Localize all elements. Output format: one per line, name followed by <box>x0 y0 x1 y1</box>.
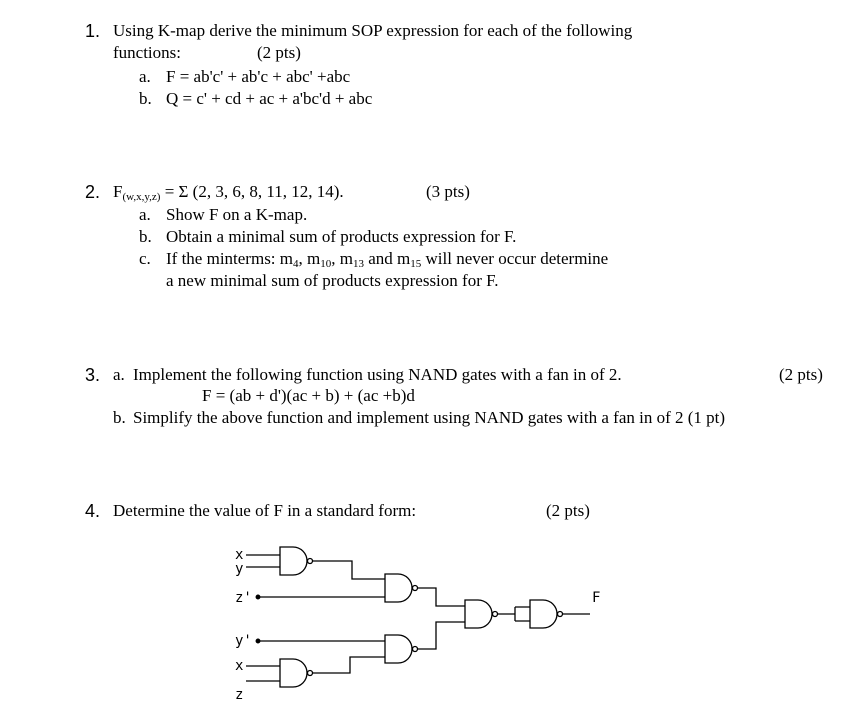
q2c-label: c. <box>139 249 151 268</box>
q2a-text: Show F on a K-map. <box>166 205 308 224</box>
q1-number: 1. <box>85 21 101 41</box>
wire-g3-g5 <box>418 588 466 606</box>
q2-function <box>113 183 344 203</box>
gate-4-bubble-icon <box>413 647 418 652</box>
q3a-points: (2 pts) <box>779 365 823 384</box>
q2b-label: b. <box>139 227 152 246</box>
input-label-x-bottom: x <box>235 658 244 674</box>
q3b-label: b. <box>113 408 126 427</box>
q2c-sub-1: 4 <box>293 258 299 270</box>
gate-6-icon <box>530 600 557 628</box>
q1a-text: F = ab'c' + ab'c + abc' +abc <box>166 67 351 86</box>
gate-3-icon <box>385 574 412 602</box>
gate-2-icon <box>280 659 307 687</box>
logic-circuit-diagram <box>180 540 620 710</box>
output-label-f: F <box>592 590 601 606</box>
gate-5-bubble-icon <box>493 612 498 617</box>
q1b-text: Q = c' + cd + ac + a'bc'd + abc <box>166 89 373 108</box>
q3a-label: a. <box>113 365 125 384</box>
gate-4-icon <box>385 635 412 663</box>
input-label-x-top: x <box>235 547 244 563</box>
q2c-text-cont: a new minimal sum of products expression for F. <box>166 271 499 290</box>
input-label-yprime: y' <box>235 633 252 649</box>
q4-number: 4. <box>85 501 101 521</box>
input-label-y-top: y <box>235 561 244 577</box>
zprime-dot-icon <box>256 595 260 599</box>
wire-g1-g3 <box>313 561 386 579</box>
q2c-text <box>166 250 608 270</box>
q1b-label: b. <box>139 89 152 108</box>
input-label-zprime: z' <box>235 590 252 606</box>
gate-1-bubble-icon <box>308 559 313 564</box>
wire-g2-g4 <box>313 657 386 673</box>
q3b-text: Simplify the above function and implement using NAND gates with a fan in of 2 (1 pt) <box>133 408 726 427</box>
wire-g6-inputs <box>515 607 530 621</box>
q2a-label: a. <box>139 205 151 224</box>
q2-f-sub: (w,x,y,z) <box>122 191 161 203</box>
gate-6-bubble-icon <box>558 612 563 617</box>
q2-points: (3 pts) <box>426 182 470 201</box>
q1-points: (2 pts) <box>257 43 301 62</box>
q1a-label: a. <box>139 67 151 86</box>
q2b-text: Obtain a minimal sum of products expression for F. <box>166 227 517 246</box>
q2-expr: = Σ (2, 3, 6, 8, 11, 12, 14). <box>164 182 344 201</box>
gate-2-bubble-icon <box>308 671 313 676</box>
q3a-text: Implement the following function using NAND gates with a fan in of 2. <box>133 365 622 384</box>
q2c-text-c: , m <box>331 249 353 268</box>
gate-5-icon <box>465 600 492 628</box>
q4-text: Determine the value of F in a standard form: <box>113 501 417 520</box>
q3-number: 3. <box>85 365 101 385</box>
q2c-text-a: If the minterms: m <box>166 249 294 268</box>
q2-number: 2. <box>85 182 101 202</box>
q2c-text-e: will never occur determine <box>421 249 609 268</box>
q2c-sub-2: 10 <box>320 258 332 270</box>
q1-text-cont: functions: <box>113 43 181 62</box>
q2c-sub-4: 15 <box>410 258 422 270</box>
q1-text: Using K-map derive the minimum SOP expression for each of the following <box>113 21 633 40</box>
yprime-dot-icon <box>256 639 260 643</box>
q4-points: (2 pts) <box>546 501 590 520</box>
q2c-sub-3: 13 <box>352 258 364 270</box>
gate-3-bubble-icon <box>413 586 418 591</box>
q2c-text-d: and m <box>363 249 411 268</box>
q2-f: F <box>113 182 123 201</box>
input-label-z-bottom: z <box>235 687 244 703</box>
q2c-text-b: , m <box>298 249 321 268</box>
gate-1-icon <box>280 547 307 575</box>
q3-formula: F = (ab + d')(ac + b) + (ac +b)d <box>202 386 415 405</box>
wire-g4-g5 <box>418 622 466 649</box>
